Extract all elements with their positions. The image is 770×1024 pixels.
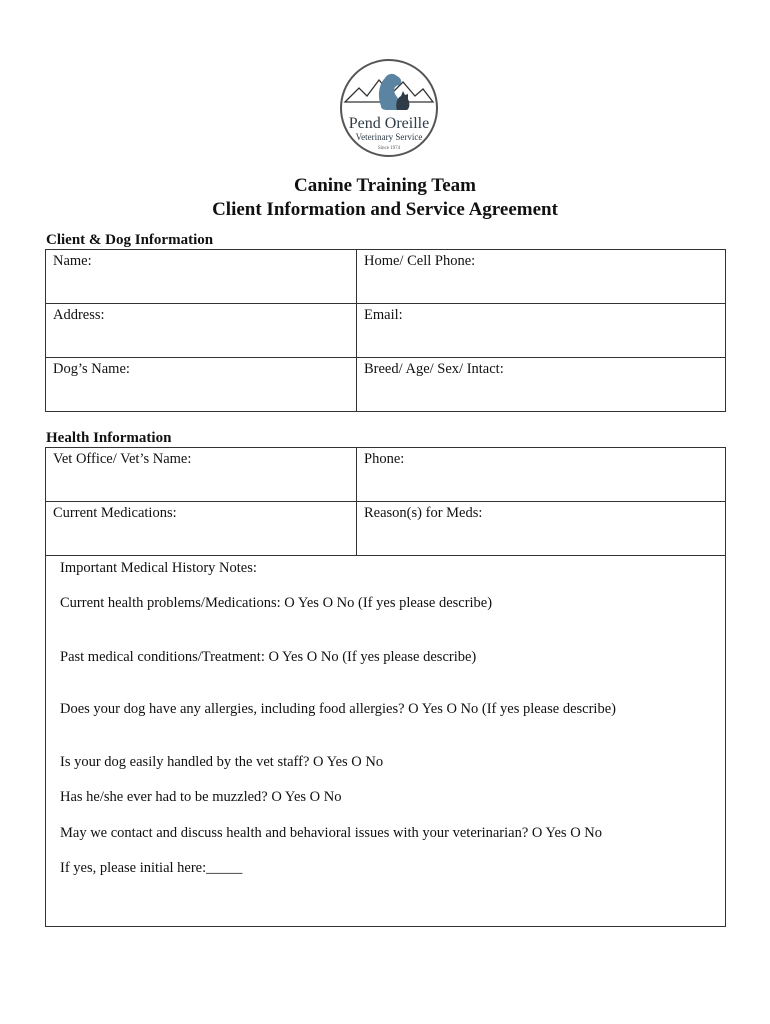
history-line[interactable]: Is your dog easily handled by the vet staff? O Yes O No [60, 754, 384, 770]
client-section-heading: Client & Dog Information [46, 232, 214, 248]
history-line[interactable]: Past medical conditions/Treatment: O Yes O No (If yes please describe) [60, 649, 477, 665]
breed-field[interactable] [357, 358, 726, 412]
logo-tagline: Since 1974 [377, 146, 401, 151]
page-subtitle: Client Information and Service Agreement [212, 199, 558, 220]
name-label: Name: [53, 253, 92, 269]
initial-line[interactable]: If yes, please initial here:_____ [60, 860, 243, 876]
phone-field[interactable] [357, 250, 726, 304]
logo-name-line2: Veterinary Service [355, 132, 423, 142]
history-line[interactable]: Has he/she ever had to be muzzled? O Yes O No [60, 789, 342, 805]
page-title: Canine Training Team [294, 175, 476, 196]
medications-field[interactable] [46, 502, 357, 556]
vet-phone-label: Phone: [364, 451, 405, 467]
history-heading: Important Medical History Notes: [60, 560, 257, 576]
medical-history-box[interactable] [46, 556, 726, 927]
email-field[interactable] [357, 304, 726, 358]
health-section-heading: Health Information [46, 430, 172, 446]
client-info-table [45, 249, 726, 412]
address-label: Address: [53, 307, 105, 323]
breed-label: Breed/ Age/ Sex/ Intact: [364, 361, 504, 377]
history-line[interactable]: May we contact and discuss health and behavioral issues with your veterinarian? O Yes O No [60, 825, 603, 841]
reasons-field[interactable] [357, 502, 726, 556]
vet-label: Vet Office/ Vet’s Name: [53, 451, 192, 467]
health-info-table [45, 447, 726, 927]
dog-name-label: Dog’s Name: [53, 361, 130, 377]
email-label: Email: [364, 307, 403, 323]
reasons-label: Reason(s) for Meds: [364, 505, 483, 521]
phone-label: Home/ Cell Phone: [364, 253, 476, 269]
name-field[interactable] [46, 250, 357, 304]
address-field[interactable] [46, 304, 357, 358]
clinic-logo [333, 56, 445, 164]
dog-name-field[interactable] [46, 358, 357, 412]
vet-field[interactable] [46, 448, 357, 502]
logo-name-line1: Pend Oreille [348, 115, 430, 132]
history-line[interactable]: Does your dog have any allergies, including food allergies? O Yes O No (If yes please describe) [60, 701, 616, 717]
history-line[interactable]: Current health problems/Medications: O Yes O No (If yes please describe) [60, 595, 493, 611]
vet-phone-field[interactable] [357, 448, 726, 502]
medications-label: Current Medications: [53, 505, 177, 521]
